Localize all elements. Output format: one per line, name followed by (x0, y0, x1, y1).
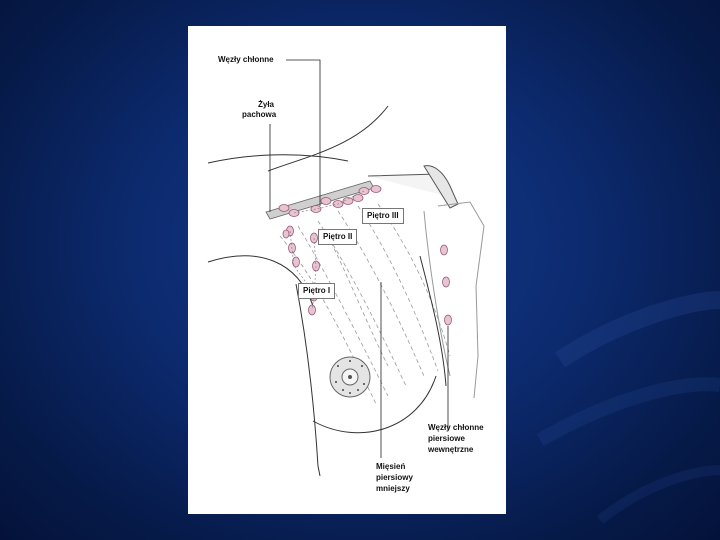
label-wezly-wew-line2: piersiowe (428, 434, 465, 443)
label-wezly-wew-line3: wewnętrzne (428, 445, 474, 454)
label-miesien-line2: piersiowy (376, 473, 413, 482)
label-zyla-line1: Żyła (258, 100, 275, 109)
label-miesien-line1: Mięsień (376, 462, 406, 471)
label-pietro-iii: Piętro III (362, 208, 404, 224)
label-wezly-chlonne: Węzły chłonne (218, 55, 274, 64)
label-miesien-line3: mniejszy (376, 484, 410, 493)
label-wezly-wew-line1: Węzły chłonne (428, 423, 484, 432)
label-pietro-ii: Piętro II (318, 229, 357, 245)
anatomy-figure (188, 26, 506, 514)
areola (330, 357, 370, 397)
label-zyla-line2: pachowa (242, 110, 277, 119)
label-pietro-i: Piętro I (298, 283, 335, 299)
